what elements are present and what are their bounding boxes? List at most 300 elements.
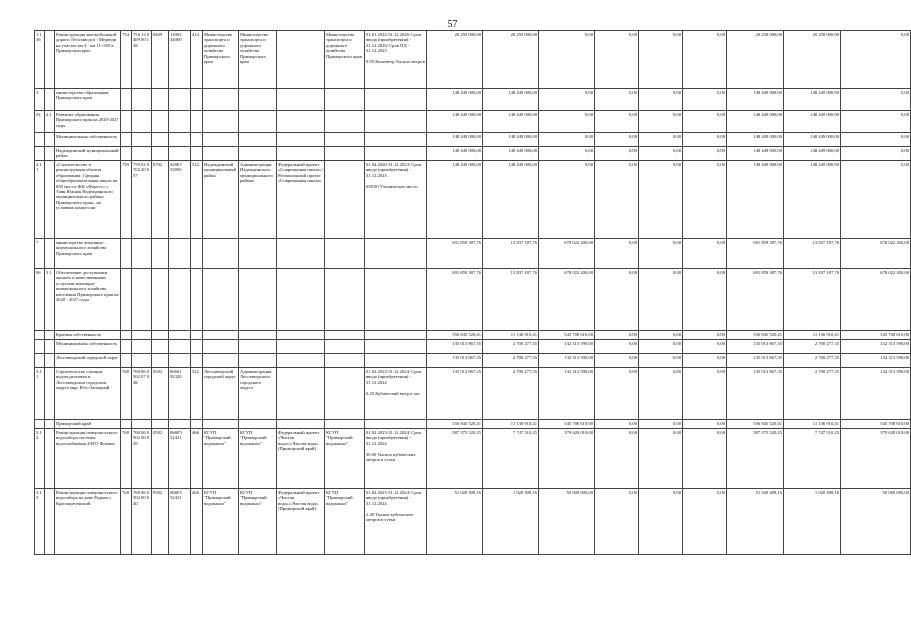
table-cell — [277, 368, 325, 420]
table-cell — [277, 269, 325, 331]
table-cell: 148 449 000,00 — [427, 89, 483, 111]
table-cell — [152, 420, 169, 429]
table-cell — [325, 340, 365, 354]
table-cell — [191, 89, 203, 111]
table-cell: Федеральный проект «Современная школа»/Региональный проект «Современная школа» — [277, 161, 325, 239]
table-cell: 0502 — [152, 489, 169, 555]
table-cell: 132 313 590,00 — [539, 340, 595, 354]
table-cell: 759 02 0 702 20 0 57 — [132, 161, 152, 239]
table-cell: 1 020 408,16 — [483, 489, 539, 555]
table-cell — [365, 331, 427, 340]
table-cell — [239, 340, 277, 354]
table-cell: 522 — [191, 368, 203, 420]
table-cell — [45, 368, 55, 420]
table-cell: 13 837 187,76 — [784, 239, 841, 269]
table-cell — [203, 420, 239, 429]
table-cell: КГУП "Приморский водоканал" — [239, 489, 277, 555]
table-cell: министерство образования Приморского края — [55, 89, 121, 111]
table-cell: Краевая собственность — [55, 331, 121, 340]
table-cell: 06601 92320 — [169, 368, 191, 420]
table-cell — [35, 147, 45, 161]
table-cell: 148 449 000,00 — [784, 147, 841, 161]
table-cell — [239, 269, 277, 331]
table-cell: 0,00 — [639, 89, 683, 111]
table-cell: 0,00 — [683, 420, 727, 429]
table-cell — [132, 147, 152, 161]
table-cell: 0502 — [152, 368, 169, 420]
table-cell — [191, 147, 203, 161]
table-cell: 135 013 867,35 — [427, 340, 483, 354]
table-cell: 0,00 — [539, 111, 595, 133]
table-cell: 11 136 910,41 — [483, 420, 539, 429]
table-cell: 0,00 — [595, 147, 639, 161]
table-cell: 545 708 610,00 — [539, 331, 595, 340]
table-cell: КГУП "Приморский водоканал" — [203, 429, 239, 489]
table-cell: 0702 — [152, 161, 169, 239]
table-cell: Приморский край — [55, 420, 121, 429]
table-cell — [277, 89, 325, 111]
table-cell: 754 12 0 409 00 1 4Б — [132, 31, 152, 89]
table-cell: 466 — [191, 429, 203, 489]
table-row — [35, 489, 911, 555]
table-cell — [45, 354, 55, 368]
table-cell — [203, 354, 239, 368]
table-cell: 01.02.2023-31.12.2024/ Срок ввода (приобретения) - 31.12.2024 2.40 Тысяча кубических метров в сутки — [365, 489, 427, 555]
table-cell — [45, 133, 55, 147]
table-cell — [325, 331, 365, 340]
table-cell: 132 313 590,00 — [841, 340, 911, 354]
table-cell — [325, 133, 365, 147]
table-cell: 135 013 867,35 — [727, 354, 784, 368]
table-cell: Надеждинский муниципальный район — [203, 161, 239, 239]
table-cell — [45, 429, 55, 489]
table-cell — [203, 239, 239, 269]
table-cell: Муниципальная собственность — [55, 340, 121, 354]
table-cell — [132, 111, 152, 133]
table-cell — [325, 161, 365, 239]
table-cell: 7 — [35, 239, 45, 269]
table-cell — [121, 420, 132, 429]
table-cell: 0,00 — [683, 239, 727, 269]
table-cell: 3 — [35, 89, 45, 111]
table-cell: 148 449 000,00 — [727, 133, 784, 147]
table-cell: 0,00 — [639, 489, 683, 555]
table-cell — [152, 340, 169, 354]
table-cell — [277, 354, 325, 368]
table-cell: Администрация Лесозаводского городского округа — [239, 368, 277, 420]
table-cell — [45, 340, 55, 354]
table-cell — [169, 331, 191, 340]
table-cell: 11 136 910,41 — [784, 420, 841, 429]
table-cell: 50 000 000,00 — [841, 489, 911, 555]
table-cell — [169, 147, 191, 161]
table-cell: 0,00 — [683, 368, 727, 420]
table-cell: 148 449 000,00 — [727, 89, 784, 111]
table-cell: 0,00 — [841, 161, 911, 239]
table-cell: КГУП "Приморский водоканал" — [325, 489, 365, 555]
table-cell: 691 859 387,76 — [427, 239, 483, 269]
table-cell: 0,00 — [639, 340, 683, 354]
table-cell: 0,00 — [683, 340, 727, 354]
table-cell — [121, 111, 132, 133]
table-cell: 0,00 — [841, 147, 911, 161]
table-cell: 132 313 590,00 — [539, 368, 595, 420]
table-cell — [365, 147, 427, 161]
table-cell — [132, 331, 152, 340]
table-cell: 556 845 520,41 — [427, 331, 483, 340]
table-cell: 20 250 000,00 — [727, 31, 784, 89]
table-cell: 0,00 — [539, 31, 595, 89]
table-cell — [121, 133, 132, 147]
table-cell — [277, 147, 325, 161]
table-cell — [35, 420, 45, 429]
table-cell: КГУП "Приморский водоканал" — [239, 429, 277, 489]
table-cell — [169, 133, 191, 147]
table-row — [35, 368, 911, 420]
table-cell: 148 449 000,00 — [483, 133, 539, 147]
table-cell: 0,00 — [639, 133, 683, 147]
table-cell: 0,00 — [639, 161, 683, 239]
table-cell — [277, 331, 325, 340]
table-cell — [45, 489, 55, 555]
table-cell — [121, 239, 132, 269]
table-cell: 0,00 — [595, 368, 639, 420]
table-cell: 148 449 000,00 — [483, 161, 539, 239]
table-cell — [191, 420, 203, 429]
table-cell: 0,00 — [683, 133, 727, 147]
table-cell: 3.1 — [45, 269, 55, 331]
table-cell: Развитие образования Приморского края на 2020-2027 годы — [55, 111, 121, 133]
table-cell: 0,00 — [595, 354, 639, 368]
table-cell — [132, 133, 152, 147]
table-cell: 06 — [35, 269, 45, 331]
table-cell: 11 136 910,41 — [784, 331, 841, 340]
table-cell — [45, 31, 55, 89]
table-cell: 759 — [121, 161, 132, 239]
table-cell — [365, 111, 427, 133]
table-cell: 556 845 520,41 — [727, 420, 784, 429]
table-cell: Надеждинский муниципальный район — [55, 147, 121, 161]
table-cell: 01.02.2023-31.12.2024/ Срок ввода (приобретения) - 31.12.2024 30.00 Тысяча кубических метров в сутки — [365, 429, 427, 489]
table-cell: 0,00 — [841, 111, 911, 133]
table-cell — [121, 89, 132, 111]
table-cell: 148 449 000,00 — [427, 111, 483, 133]
table-cell — [203, 340, 239, 354]
table-cell: 387 375 520,25 — [427, 429, 483, 489]
table-cell — [152, 147, 169, 161]
table-cell: 01.01.2022-31.12.2026/ Срок ввода (приобретения) - 31.12.2026/ Срок ПД - 31.12.2023 9.05 Километр Тысяча метров — [365, 31, 427, 89]
table-cell: Лесозаводский городской округ — [203, 368, 239, 420]
table-cell — [239, 331, 277, 340]
table-cell: 0,00 — [595, 429, 639, 489]
table-cell: 0,00 — [595, 331, 639, 340]
table-cell: 0,00 — [595, 133, 639, 147]
table-cell: 01.04.2020-31.12.2023/ Срок ввода (приобретения) - 31.12.2023 650.00 Ученическое место — [365, 161, 427, 239]
table-cell — [191, 269, 203, 331]
table-cell — [152, 89, 169, 111]
table-cell — [325, 147, 365, 161]
table-cell — [169, 354, 191, 368]
table-cell — [132, 354, 152, 368]
table-cell — [45, 89, 55, 111]
table-cell — [45, 239, 55, 269]
table-cell: 0,00 — [639, 147, 683, 161]
table-cell — [152, 354, 169, 368]
table-cell — [191, 331, 203, 340]
table-cell: 0,00 — [841, 31, 911, 89]
table-cell — [121, 354, 132, 368]
table-cell — [203, 331, 239, 340]
table-cell: 02 — [35, 111, 45, 133]
table-cell — [121, 269, 132, 331]
table-cell: 7 747 510,25 — [483, 429, 539, 489]
table-cell — [239, 111, 277, 133]
table-cell: 066F5 52431 — [169, 429, 191, 489]
table-cell: 545 708 610,00 — [841, 420, 911, 429]
table-cell — [169, 239, 191, 269]
table-cell: 0,00 — [539, 133, 595, 147]
table-cell: 3.1 2 — [35, 429, 45, 489]
table-cell — [45, 147, 55, 161]
table-cell — [121, 147, 132, 161]
table-cell — [191, 239, 203, 269]
table-cell — [277, 133, 325, 147]
table-cell: 132 313 590,00 — [841, 368, 911, 420]
table-row — [35, 331, 911, 340]
table-row — [35, 420, 911, 429]
table-cell: 2 700 277,35 — [483, 340, 539, 354]
table-cell: 0502 — [152, 429, 169, 489]
table-cell: 0,00 — [539, 161, 595, 239]
table-cell: 13 837 187,76 — [784, 269, 841, 331]
table-cell — [35, 331, 45, 340]
table-cell — [45, 420, 55, 429]
table-cell — [132, 89, 152, 111]
table-cell: 768 — [121, 368, 132, 420]
table-cell: 556 845 520,41 — [427, 420, 483, 429]
table-cell: 0,00 — [595, 111, 639, 133]
page-number: 57 — [447, 19, 458, 30]
table-cell: 678 022 200,00 — [539, 269, 595, 331]
table-cell: 0,00 — [639, 354, 683, 368]
table-row — [35, 340, 911, 354]
table-row — [35, 239, 911, 269]
table-cell — [35, 354, 45, 368]
table-cell: «Строительство и реконструкция объекта образования: Средняя общеобразовательная школа на 650 мест в ЖК «Форест» с. Тавн Южная Надеждинского муниципального района Приморского края», на условиях концессии — [55, 161, 121, 239]
table-cell: Министерство транспорта и дорожного хозяйства Приморского края — [325, 31, 365, 89]
table-cell — [191, 340, 203, 354]
table-cell: 0,00 — [595, 89, 639, 111]
table-cell: 768 06 0 502 07 0 4Б — [132, 368, 152, 420]
table-cell: 0,00 — [683, 331, 727, 340]
table-cell: Федеральный проект «Чистая вода»/«Чистая вода» (Приморский край) — [277, 429, 325, 489]
table-cell: 379 628 010,00 — [841, 429, 911, 489]
table-cell: 678 022 200,00 — [841, 239, 911, 269]
table-cell — [45, 161, 55, 239]
table-cell: Лесозаводский городской округ — [55, 354, 121, 368]
table-cell: 0,00 — [639, 239, 683, 269]
table-cell — [239, 89, 277, 111]
table-cell: Реконструкция поверхностного водозабора на реке Рудная с. Краснореченский — [55, 489, 121, 555]
table-cell: 148 449 000,00 — [483, 111, 539, 133]
table-cell — [152, 239, 169, 269]
table-cell: 0,00 — [639, 269, 683, 331]
table-cell — [325, 354, 365, 368]
table-cell: 148 449 000,00 — [784, 133, 841, 147]
table-row — [35, 133, 911, 147]
table-body — [35, 31, 911, 555]
table-row — [35, 111, 911, 133]
table-cell — [365, 89, 427, 111]
table-cell — [191, 354, 203, 368]
table-cell: 135 013 867,35 — [727, 340, 784, 354]
table-cell — [365, 269, 427, 331]
table-cell: 0,00 — [683, 89, 727, 111]
table-cell — [191, 111, 203, 133]
table-cell: 7 747 510,25 — [784, 429, 841, 489]
table-cell — [203, 147, 239, 161]
table-cell: 0,00 — [595, 269, 639, 331]
table-cell: 0,00 — [595, 31, 639, 89]
table-cell — [277, 239, 325, 269]
table-cell: 3.1 1 — [35, 368, 45, 420]
table-cell — [191, 133, 203, 147]
table-cell: 132 313 590,00 — [539, 354, 595, 368]
table-cell — [152, 111, 169, 133]
table-cell: 01.02.2023-31.12.2024/ Срок ввода (приобретения) - 31.12.2024 0.25 Кубический метр в час — [365, 368, 427, 420]
table-cell — [277, 420, 325, 429]
table-cell: Муниципальная собственность — [55, 133, 121, 147]
table-cell — [239, 133, 277, 147]
table-cell — [203, 111, 239, 133]
table-cell: 691 859 387,76 — [727, 239, 784, 269]
table-cell: Обеспечение доступными жильем и качественными услугами жилищно-коммунального хозяйства населения Приморского края на 2020 - 2027 годы — [55, 269, 121, 331]
table-cell — [239, 239, 277, 269]
table-cell: 148 449 000,00 — [727, 147, 784, 161]
table-cell: 2 700 277,35 — [784, 354, 841, 368]
table-cell: 51 020 408,16 — [727, 489, 784, 555]
table-cell: 0,00 — [683, 147, 727, 161]
table-cell — [325, 89, 365, 111]
table-cell: 0,00 — [639, 331, 683, 340]
table-cell — [35, 133, 45, 147]
table-cell: 2.1 1 — [35, 161, 45, 239]
table-cell: 2 700 277,35 — [784, 340, 841, 354]
table-cell: 0409 — [152, 31, 169, 89]
table-cell — [203, 133, 239, 147]
table-cell: 20 250 000,00 — [483, 31, 539, 89]
table-cell: 066F5 52431 — [169, 489, 191, 555]
table-cell: 556 845 520,41 — [727, 331, 784, 340]
table-cell — [325, 111, 365, 133]
table-cell — [365, 133, 427, 147]
table-cell: 466 — [191, 489, 203, 555]
table-cell: 0,00 — [639, 420, 683, 429]
table-cell — [325, 239, 365, 269]
table-cell — [132, 269, 152, 331]
table-cell: 135 013 867,35 — [727, 368, 784, 420]
table-row — [35, 161, 911, 239]
table-cell: 0,00 — [683, 111, 727, 133]
table-cell: 0,00 — [595, 340, 639, 354]
table-cell: 0,00 — [595, 489, 639, 555]
table-cell: 20 250 000,00 — [427, 31, 483, 89]
table-cell: 148 449 000,00 — [784, 111, 841, 133]
table-cell: 0,00 — [639, 429, 683, 489]
table-cell — [132, 239, 152, 269]
table-cell: 678 022 200,00 — [841, 269, 911, 331]
table-cell: 1 020 408,16 — [784, 489, 841, 555]
table-cell: 678 022 200,00 — [539, 239, 595, 269]
table-cell — [277, 340, 325, 354]
table-cell: КГУП "Приморский водоканал" — [203, 489, 239, 555]
table-cell: 0,00 — [683, 269, 727, 331]
table-cell: 0,00 — [683, 31, 727, 89]
table-cell: 387 375 520,25 — [727, 429, 784, 489]
table-cell — [239, 147, 277, 161]
table-cell — [203, 89, 239, 111]
table-cell: 768 06 0 502 00 0 39 — [132, 429, 152, 489]
table-cell — [169, 89, 191, 111]
table-cell: 2 700 277,35 — [483, 354, 539, 368]
table-cell: 11 136 910,41 — [483, 331, 539, 340]
table-cell: КГУП "Приморский водоканал" — [325, 429, 365, 489]
table-row — [35, 354, 911, 368]
table-cell — [152, 133, 169, 147]
table-cell: 545 708 610,00 — [539, 420, 595, 429]
table-cell: 148 449 000,00 — [427, 133, 483, 147]
table-row — [35, 31, 911, 89]
table-row — [35, 429, 911, 489]
table-cell: 0,00 — [639, 368, 683, 420]
table-cell: 0,00 — [841, 89, 911, 111]
table-cell: 0,00 — [595, 420, 639, 429]
table-cell — [132, 340, 152, 354]
table-cell: 0,00 — [595, 161, 639, 239]
table-cell: 148 449 000,00 — [427, 147, 483, 161]
table-cell — [325, 420, 365, 429]
table-cell: 522 — [191, 161, 203, 239]
table-cell — [132, 420, 152, 429]
table-cell: Администрация Надеждинского муниципального района — [239, 161, 277, 239]
table-cell: 768 06 0 502 00 0 40 — [132, 489, 152, 555]
table-cell — [239, 420, 277, 429]
table-cell: 135 013 867,35 — [427, 354, 483, 368]
table-cell: 1.1 16 — [35, 31, 45, 89]
table-row — [35, 89, 911, 111]
table-cell: 0,00 — [683, 489, 727, 555]
table-cell: Строительство станции водоподготовки в Лесозаводском городском округе мкр. Юго-Западный — [55, 368, 121, 420]
table-cell — [277, 31, 325, 89]
table-cell: 3.1 3 — [35, 489, 45, 555]
table-cell: 0,00 — [639, 31, 683, 89]
table-cell: 148 449 000,00 — [784, 161, 841, 239]
table-cell: 0,00 — [841, 133, 911, 147]
table-cell — [152, 269, 169, 331]
table-cell — [277, 111, 325, 133]
table-cell: 148 449 000,00 — [727, 161, 784, 239]
table-cell: 0,00 — [683, 429, 727, 489]
table-cell — [203, 269, 239, 331]
table-cell — [325, 368, 365, 420]
table-cell: 0,00 — [683, 161, 727, 239]
table-cell: 50 000 000,00 — [539, 489, 595, 555]
table-cell — [325, 269, 365, 331]
table-cell: 13 837 187,76 — [483, 239, 539, 269]
table-cell — [152, 331, 169, 340]
table-cell: 148 449 000,00 — [483, 89, 539, 111]
table-cell — [121, 331, 132, 340]
